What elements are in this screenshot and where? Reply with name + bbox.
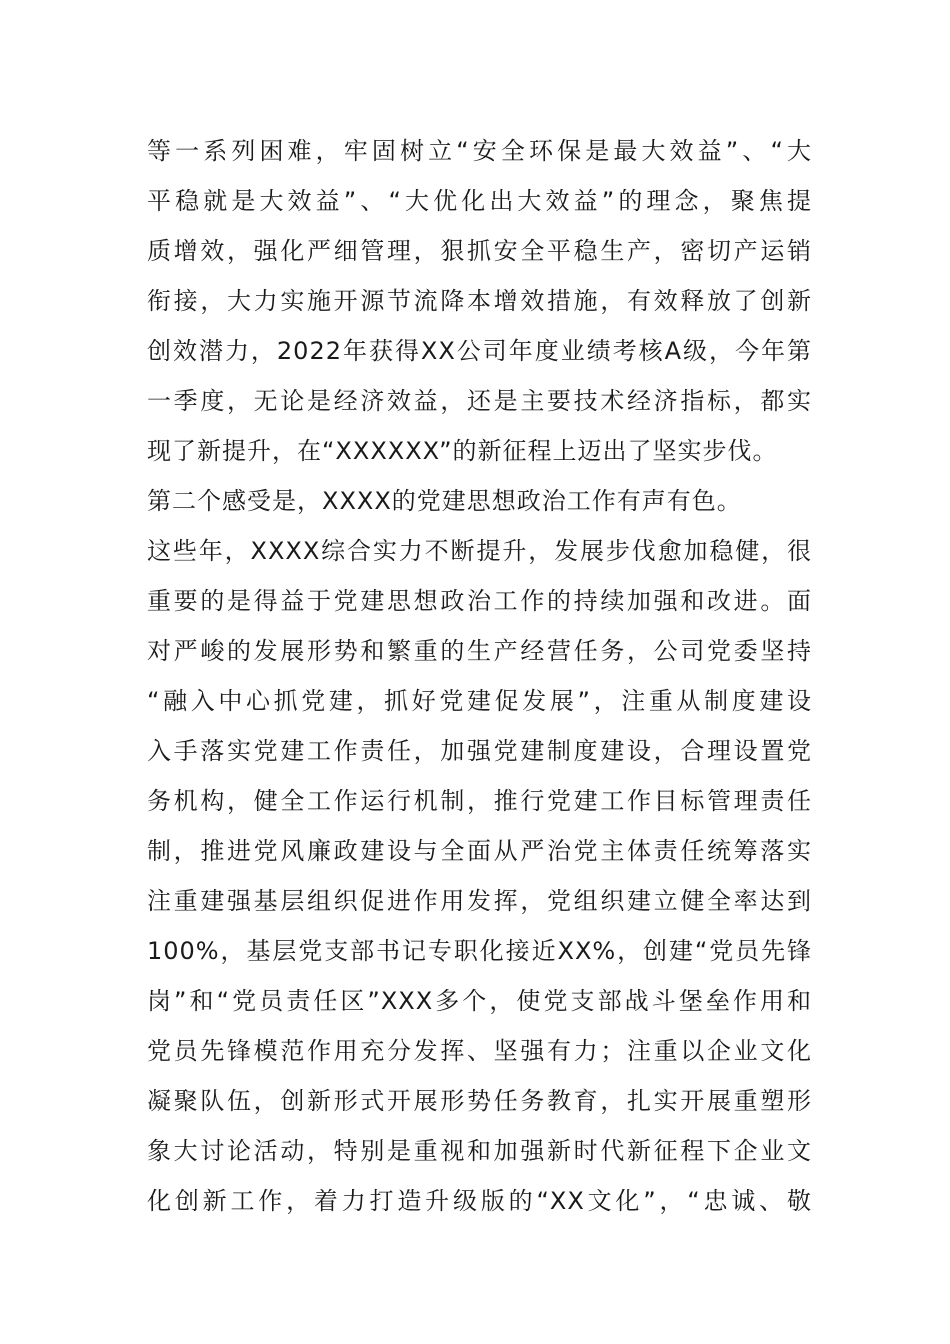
text-line: 注重建强基层组织促进作用发挥，党组织建立健全率达到 xyxy=(147,887,812,915)
text-line: 入手落实党建工作责任，加强党建制度建设，合理设置党 xyxy=(147,737,812,765)
text-line: 创效潜力，2022年获得XX公司年度业绩考核A级，今年第 xyxy=(147,337,812,365)
text-line: 象大讨论活动，特别是重视和加强新时代新征程下企业文 xyxy=(147,1137,812,1165)
text-line: 重要的是得益于党建思想政治工作的持续加强和改进。面 xyxy=(147,587,812,615)
text-line: 衔接，大力实施开源节流降本增效措施，有效释放了创新 xyxy=(147,287,812,315)
text-line: 党员先锋模范作用充分发挥、坚强有力；注重以企业文化 xyxy=(147,1037,812,1065)
text-line: 这些年，XXXX综合实力不断提升，发展步伐愈加稳健，很 xyxy=(147,537,812,565)
text-line: 务机构，健全工作运行机制，推行党建工作目标管理责任 xyxy=(147,787,812,815)
text-line: 制，推进党风廉政建设与全面从严治党主体责任统筹落实 xyxy=(147,837,812,865)
text-line: 平稳就是大效益”、“大优化出大效益”的理念，聚焦提 xyxy=(147,187,812,215)
text-line: 现了新提升，在“XXXXXX”的新征程上迈出了坚实步伐。 xyxy=(147,437,778,465)
text-line: 岗”和“党员责任区”XXX多个，使党支部战斗堡垒作用和 xyxy=(147,987,812,1015)
text-line: 100%，基层党支部书记专职化接近XX%，创建“党员先锋 xyxy=(147,937,812,965)
text-line: 化创新工作，着力打造升级版的“XX文化”，“忠诚、敬 xyxy=(147,1187,812,1215)
text-line: 等一系列困难，牢固树立“安全环保是最大效益”、“大 xyxy=(147,137,812,165)
text-line: “融入中心抓党建，抓好党建促发展”，注重从制度建设 xyxy=(147,687,812,715)
text-line: 一季度，无论是经济效益，还是主要技术经济指标，都实 xyxy=(147,387,812,415)
text-line: 凝聚队伍，创新形式开展形势任务教育，扎实开展重塑形 xyxy=(147,1087,812,1115)
text-line: 质增效，强化严细管理，狠抓安全平稳生产，密切产运销 xyxy=(147,237,812,265)
section-heading: 第二个感受是，XXXX的党建思想政治工作有声有色。 xyxy=(147,487,742,515)
body-text xyxy=(147,126,812,1226)
text-line: 对严峻的发展形势和繁重的生产经营任务，公司党委坚持 xyxy=(147,637,812,665)
